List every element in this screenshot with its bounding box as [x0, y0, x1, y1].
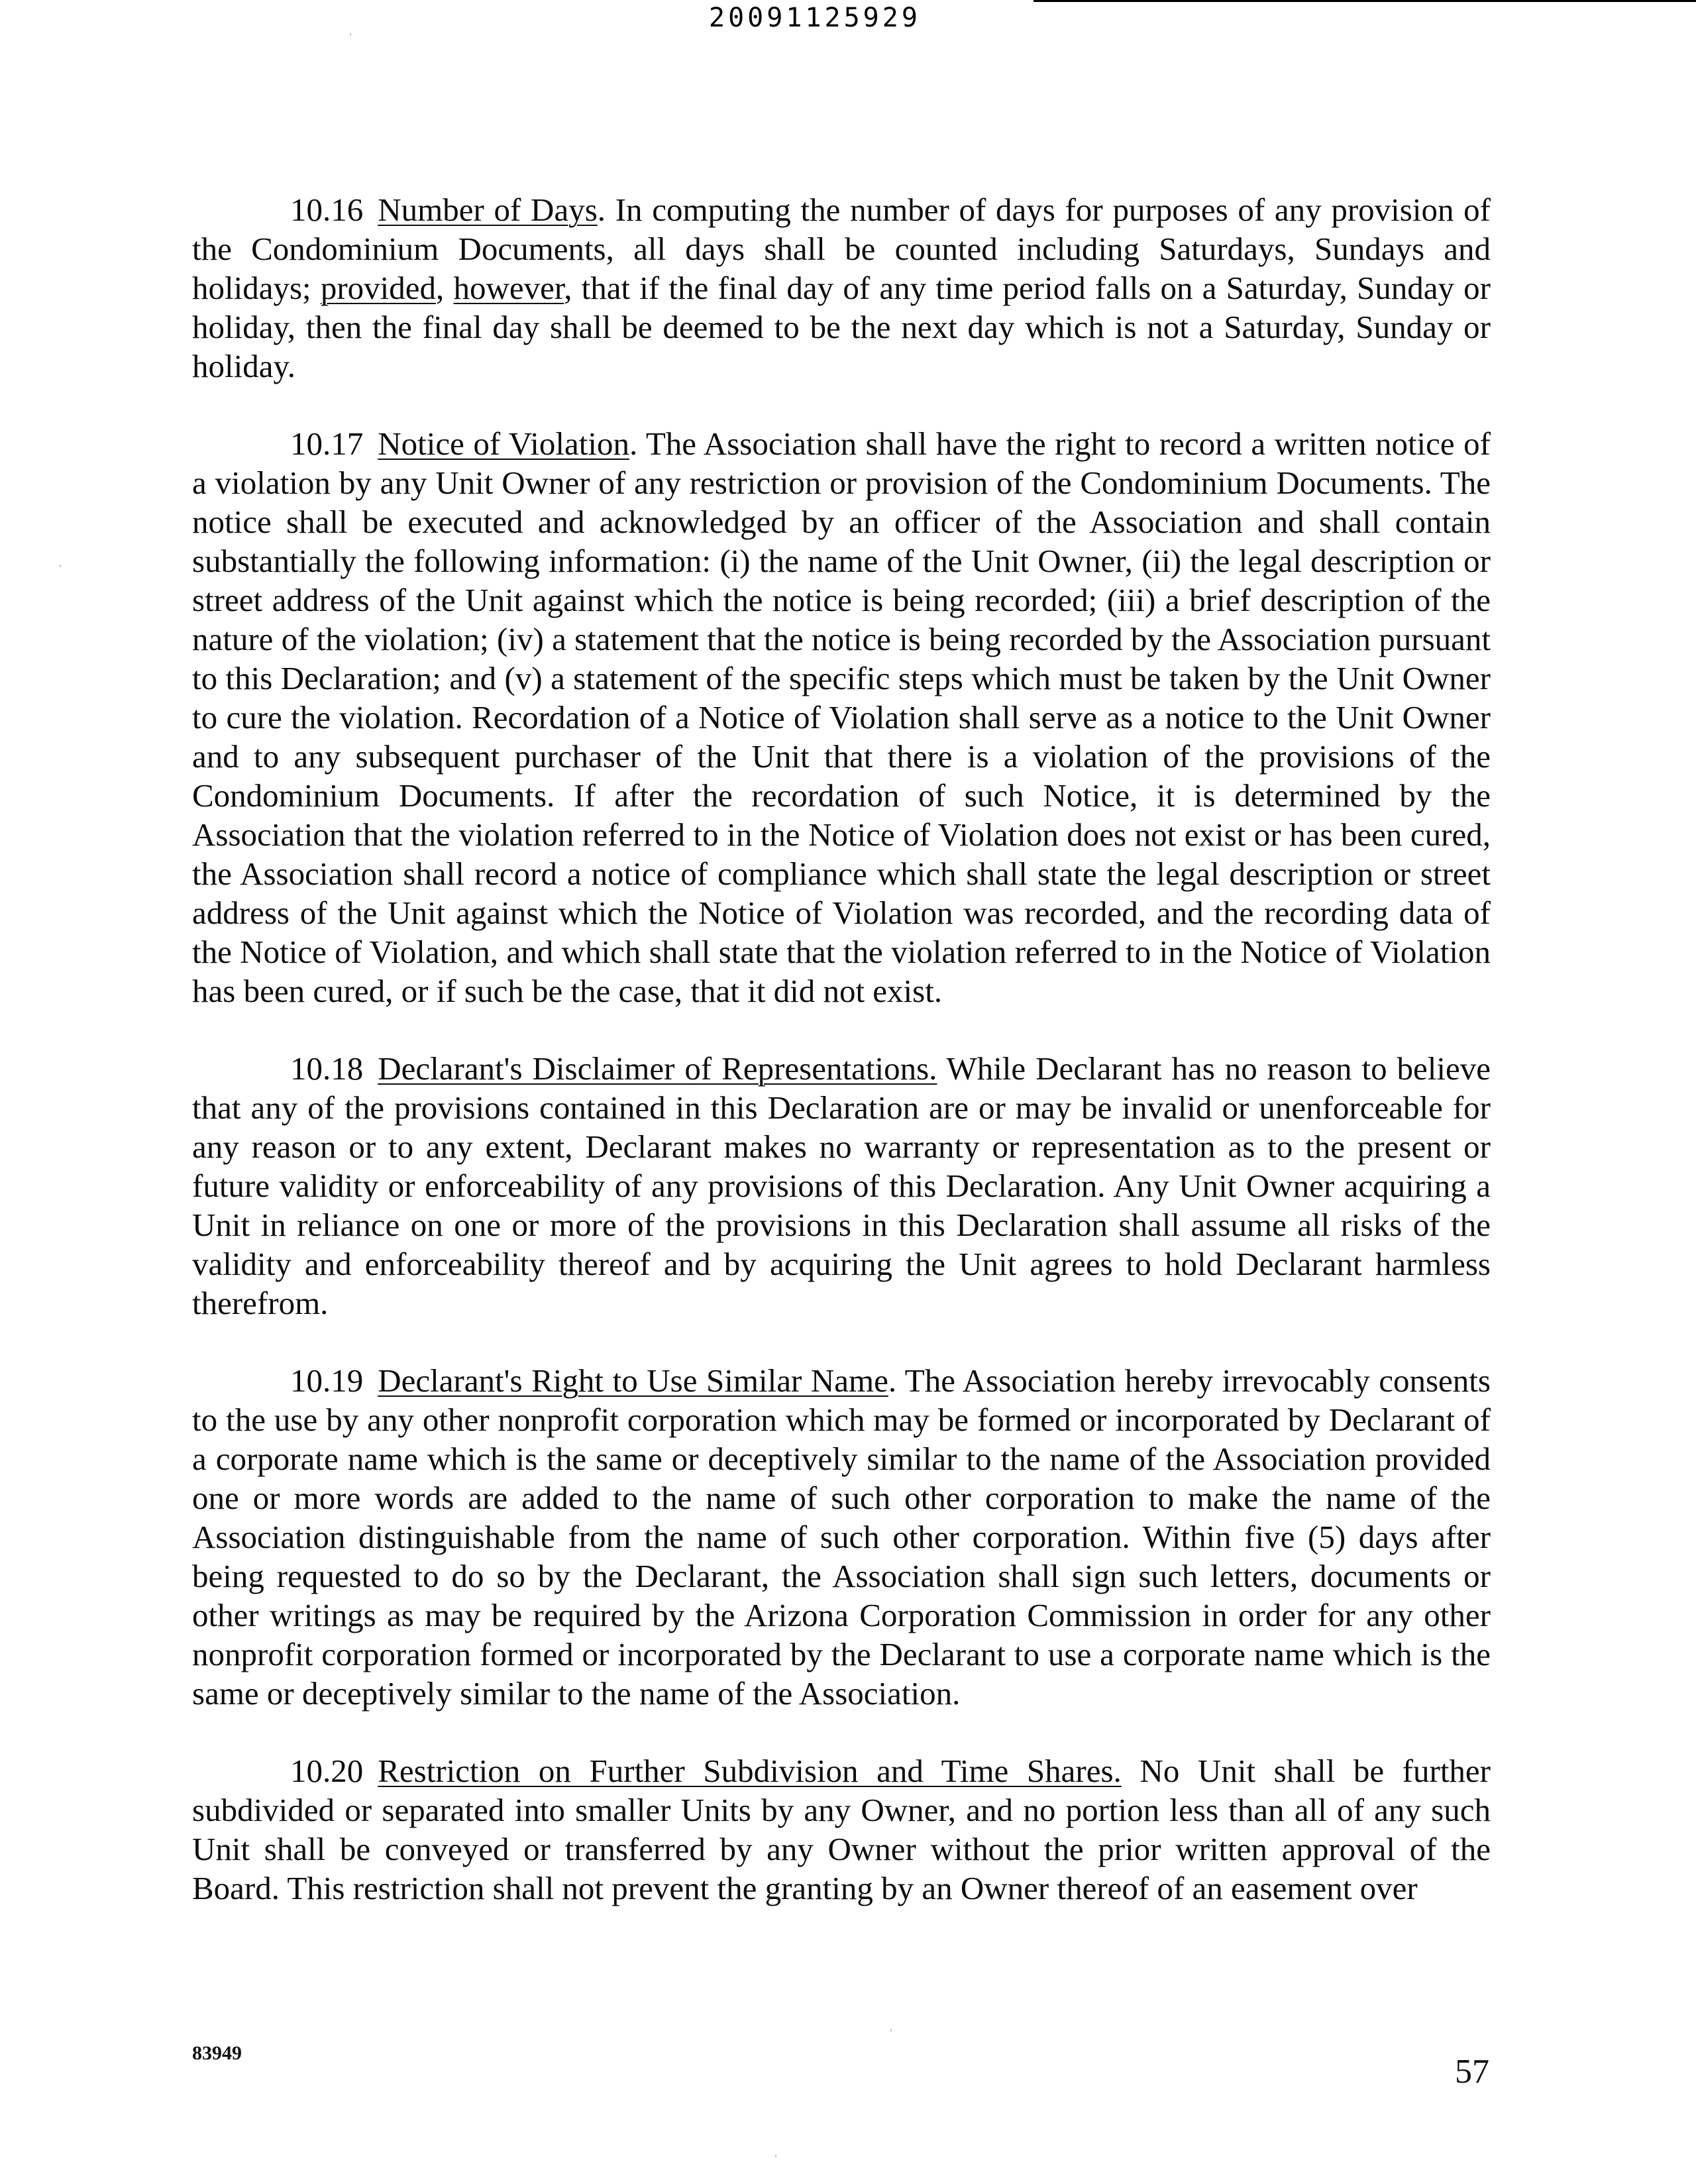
section-heading: Restriction on Further Subdivision and Time Shares. [378, 1753, 1122, 1789]
section-text: , [436, 270, 454, 306]
heading-punctuation: . [888, 1362, 897, 1399]
section-text: While Declarant has no reason to believe that any of the provisions contained in this Declaration are or may be invalid or unenforceable for any reason or to any extent, Declarant makes no warranty or representation as to the present or future validity or enforceability of any provisions of this Declaration. Any Unit Owner acquiring a Unit in reliance on one or more of the provisions in this Declaration shall assume all risks of the validity and enforceability thereof and by acquiring the Unit agrees to hold Declarant harmless therefrom. [192, 1050, 1491, 1321]
top-rule [1034, 0, 1696, 2]
section-number: 10.20 [290, 1753, 364, 1789]
section-text: No Unit shall be further subdivided or separated into smaller Units by any Owner, and no portion less than all of any such Unit shall be conveyed or transferred by any Owner without the prior written approval of the Board. This restriction shall not prevent the granting by an Owner thereof of an easement over [192, 1753, 1491, 1906]
heading-punctuation: . [597, 191, 606, 228]
section-text: In computing the number of days for purposes of any provision of the Condominium Documents, all days shall be counted including Saturdays, Sundays and holidays; [192, 191, 1491, 306]
section-number: 10.17 [290, 425, 364, 462]
underlined-term-however: however [453, 270, 564, 306]
section-heading: Number of Days [378, 191, 598, 228]
section-text: The Association hereby irrevocably consents to the use by any other nonprofit corporation which may be formed or incorporated by Declarant of a corporate name which is the same or deceptively similar to the name of the Association provided one or more words are added to the name of such other corporation to make the name of the Association distinguishable from the name of such other corporation. Within five (5) days after being requested to do so by the Declarant, the Association shall sign such letters, documents or other writings as may be required by the Arizona Corporation Commission in order for any other nonprofit corporation formed or incorporated by the Declarant to use a corporate name which is the same or deceptively similar to the name of the Association. [192, 1362, 1491, 1712]
section-text: The Association shall have the right to record a written notice of a violation by any Unit Owner of any restriction or provision of the Condominium Documents. The notice shall be executed and acknowledged by an officer of the Association and shall contain substantially the following information: (i) the name of the Unit Owner, (ii) the legal description or street address of the Unit against which the notice is being recorded; (iii) a brief description of the nature of the violation; (iv) a statement that the notice is being recorded by the Association pursuant to this Declaration; and (v) a statement of the specific steps which must be taken by the Unit Owner to cure the violation. Recordation of a Notice of Violation shall serve as a notice to the Unit Owner and to any subsequent purchaser of the Unit that there is a violation of the provisions of the Condominium Documents. If after the recordation of such Notice, it is determined by the Association that the violation referred to in the Notice of Violation does not exist or has been cured, the Association shall record a notice of compliance which shall state the legal description or street address of the Unit against which the Notice of Violation was recorded, and the recording data of the Notice of Violation, and which shall state that the violation referred to in the Notice of Violation has been cured, or if such be the case, that it did not exist. [192, 425, 1491, 1009]
section-10-19 [192, 1361, 1491, 1713]
document-body [192, 190, 1491, 1946]
section-heading: Declarant's Disclaimer of Representations. [378, 1050, 937, 1087]
section-text: , that if the final day of any time period falls on a Saturday, Sunday or holiday, then the final day shall be deemed to be the next day which is not a Saturday, Sunday or holiday. [192, 270, 1491, 384]
section-number: 10.18 [290, 1050, 364, 1087]
section-10-17 [192, 424, 1491, 1010]
section-10-16 [192, 190, 1491, 386]
scan-speck [350, 33, 351, 36]
section-10-18 [192, 1049, 1491, 1323]
heading-punctuation: . [629, 425, 638, 462]
section-number: 10.16 [290, 191, 364, 228]
section-number: 10.19 [290, 1362, 364, 1399]
scan-speck [60, 565, 61, 567]
document-number: 83949 [192, 2042, 242, 2064]
section-heading: Declarant's Right to Use Similar Name [378, 1362, 888, 1399]
section-10-20 [192, 1751, 1491, 1908]
recording-number: 20091125929 [709, 3, 921, 33]
section-heading: Notice of Violation [378, 425, 629, 462]
scan-speck [775, 2155, 776, 2157]
underlined-term-provided: provided [320, 270, 437, 306]
page-number: 57 [1455, 2053, 1489, 2091]
scan-speck [890, 2029, 892, 2032]
